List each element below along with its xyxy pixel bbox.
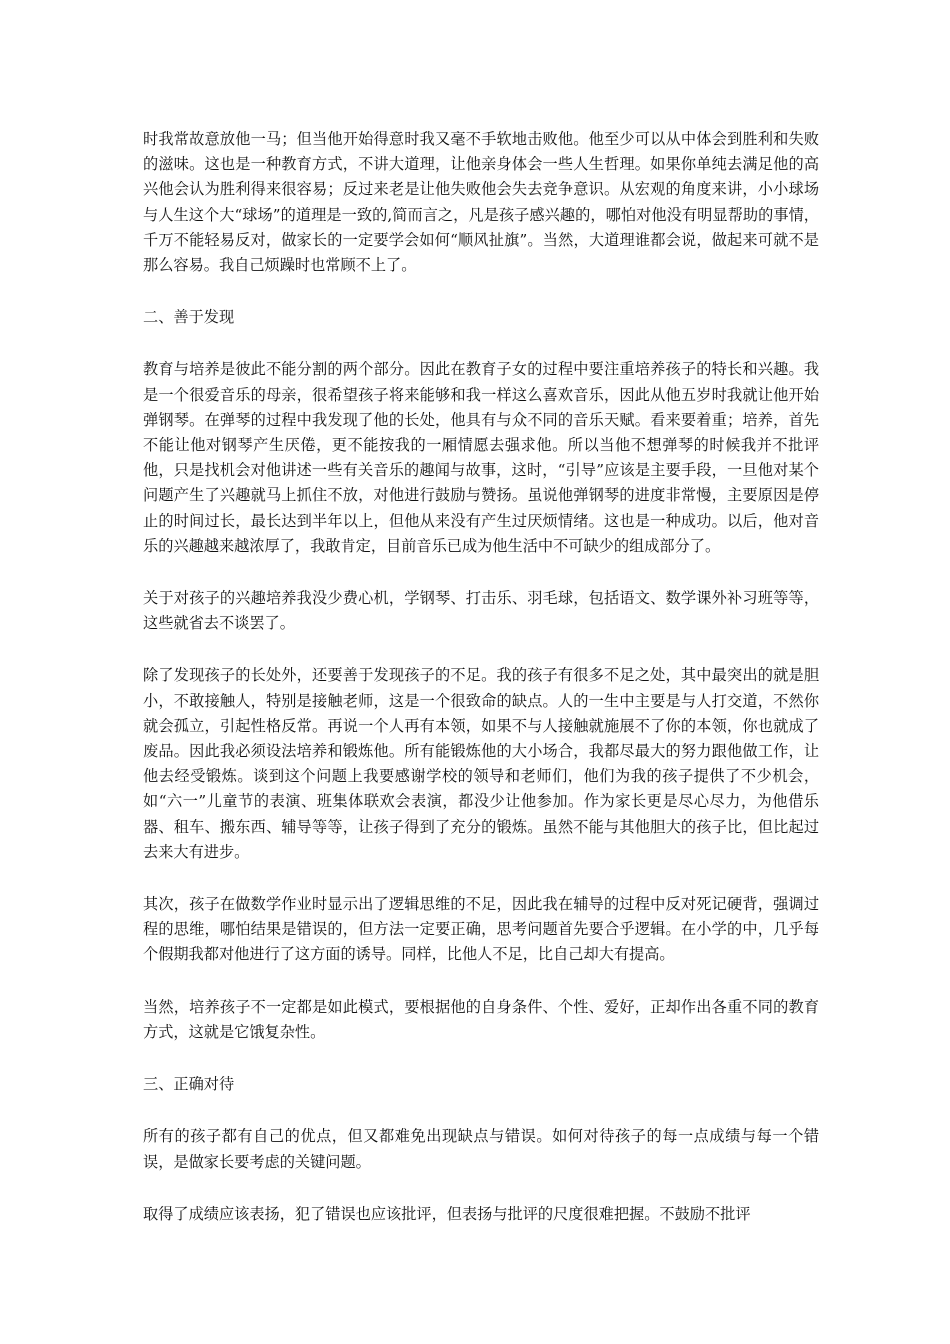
- paragraph-intro-continuation: 时我常故意放他一马；但当他开始得意时我又毫不手软地击败他。他至少可以从中体会到胜利和失败的滋味。这也是一种教育方式，不讲大道理，让他亲身体会一些人生哲理。如果你单纯去满足他的高兴他会认为胜利得来很容易；反过来老是让他失败他会失去竞争意识。从宏观的角度来讲，小小球场与人生这个大“球场”的道理是一致的,简而言之，凡是孩子感兴趣的，哪怕对他没有明显帮助的事情，千万不能轻易反对，做家长的一定要学会如何“顺风扯旗”。当然，大道理谁都会说，做起来可就不是那么容易。我自己烦躁时也常顾不上了。: [143, 130, 819, 275]
- paragraph-complexity: 当然，培养孩子不一定都是如此模式，要根据他的自身条件、个性、爱好，正却作出各重不同的教育方式，这就是它饿复杂性。: [143, 997, 819, 1041]
- paragraph-interest-training: 关于对孩子的兴趣培养我没少费心机，学钢琴、打击乐、羽毛球，包括语文、数学课外补习班等等，这些就省去不谈罢了。: [143, 589, 819, 633]
- document-body: [143, 127, 819, 1254]
- paragraph-shortcomings: 除了发现孩子的长处外，还要善于发现孩子的不足。我的孩子有很多不足之处，其中最突出的就是胆小，不敢接触人，特别是接触老师，这是一个很致命的缺点。人的一生中主要是与人打交道，不然你就会孤立，引起性格反常。再说一个人再有本领，如果不与人接触就施展不了你的本领，你也就成了废品。因此我必须设法培养和锻炼他。所有能锻炼他的大小场合，我都尽最大的努力跟他做工作，让他去经受锻炼。谈到这个问题上我要感谢学校的领导和老师们，他们为我的孩子提供了不少机会，如“六一”儿童节的表演、班集体联欢会表演，都没少让他参加。作为家长更是尽心尽力，为他借乐器、租车、搬东西、辅导等等，让孩子得到了充分的锻炼。虽然不能与其他胆大的孩子比，但比起过去来大有进步。: [143, 666, 819, 861]
- section-heading-discovery: 二、善于发现: [143, 308, 235, 327]
- paragraph-strengths-mistakes: 所有的孩子都有自己的优点，但又都难免出现缺点与错误。如何对待孩子的每一点成绩与每一个错误，是做家长要考虑的关键问题。: [143, 1127, 819, 1171]
- paragraph-education-training: 教育与培养是彼此不能分割的两个部分。因此在教育子女的过程中要注重培养孩子的特长和兴趣。我是一个很爱音乐的母亲，很希望孩子将来能够和我一样这么喜欢音乐，因此从他五岁时我就让他开始弹钢琴。在弹琴的过程中我发现了他的长处，他具有与众不同的音乐天赋。看来要着重；培养，首先不能让他对钢琴产生厌倦，更不能按我的一厢情愿去强求他。所以当他不想弹琴的时候我并不批评他，只是找机会对他讲述一些有关音乐的趣闻与故事，这时，“引导”应该是主要手段，一旦他对某个问题产生了兴趣就马上抓住不放，对他进行鼓励与赞扬。虽说他弹钢琴的进度非常慢，主要原因是停止的时间过长，最长达到半年以上，但他从来没有产生过厌烦情绪。这也是一种成功。以后，他对音乐的兴趣越来越浓厚了，我敢肯定，目前音乐已成为他生活中不可缺少的组成部分了。: [143, 360, 819, 555]
- paragraph-math-logic: 其次，孩子在做数学作业时显示出了逻辑思维的不足，因此我在辅导的过程中反对死记硬背，强调过程的思维，哪怕结果是错误的，但方法一定要正确，思考问题首先要合乎逻辑。在小学的中，几乎每个假期我都对他进行了这方面的诱导。同样，比他人不足，比自己却大有提高。: [143, 895, 819, 964]
- section-heading-correct-treatment: 三、正确对待: [143, 1075, 235, 1094]
- paragraph-praise-criticism: 取得了成绩应该表扬，犯了错误也应该批评，但表扬与批评的尺度很难把握。不鼓励不批评: [143, 1204, 751, 1223]
